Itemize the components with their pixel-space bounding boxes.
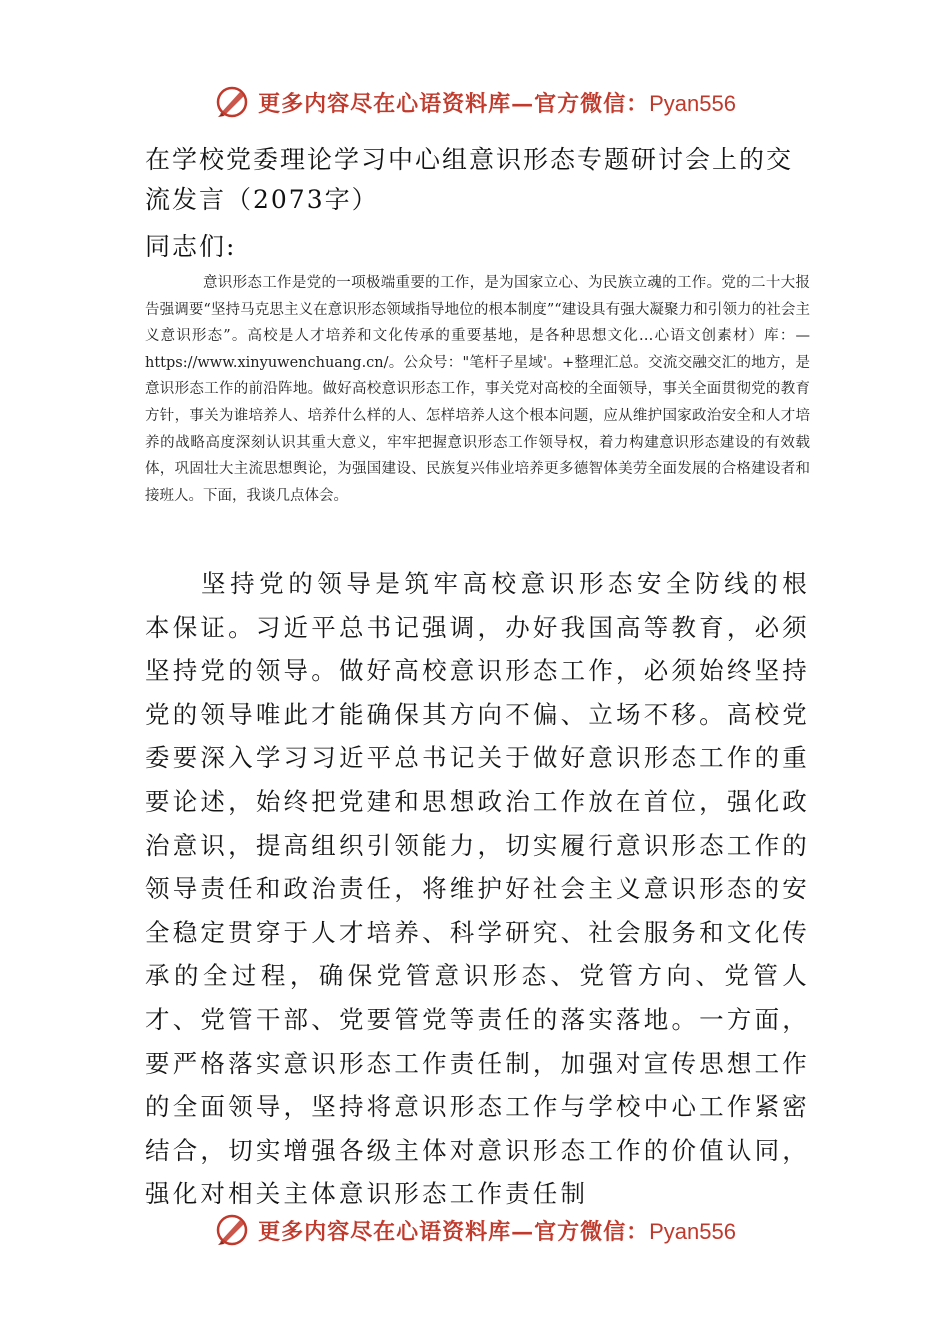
pen-logo-icon [214, 1212, 250, 1248]
document-title: 在学校党委理论学习中心组意识形态专题研讨会上的交流发言（2073字） [145, 145, 794, 214]
footer-watermark [0, 1210, 950, 1250]
header-watermark [0, 82, 950, 122]
salutation: 同志们: [145, 232, 237, 261]
pen-logo-icon [214, 84, 250, 120]
intro-paragraph: 意识形态工作是党的一项极端重要的工作，是为国家立心、为民族立魂的工作。党的二十大报告强调要“坚持马克思主义在意识形态领域指导地位的根本制度”“建设具有强大凝聚力和引领力的社会主义意识形态”。高校是人才培养和文化传承的重要基地，是各种思想文化…心语文创素材）库：—https://www.xinyuwenchuang.cn/。公众号："笔杆子星域'。+整理汇总。交流交融交汇的地方，是意识形态工作的前沿阵地。做好高校意识形态工作，事关党对高校的全面领导，事关全面贯彻党的教育方针，事关为谁培养人、培养什么样的人、怎样培养人这个根本问题，应从维护国家政治安全和人才培养的战略高度深刻认识其重大意义，牢牢把握意识形态工作领导权，着力构建意识形态建设的有效载体，巩固壮大主流思想舆论，为强国建设、民族复兴伟业培养更多德智体美劳全面发展的合格建设者和接班人。下面，我谈几点体会。 [145, 275, 810, 504]
watermark-text: 更多内容尽在心语资料库—官方微信：Pyan556 [258, 1218, 736, 1245]
watermark-text: 更多内容尽在心语资料库—官方微信：Pyan556 [258, 90, 736, 117]
main-paragraph: 坚持党的领导是筑牢高校意识形态安全防线的根本保证。习近平总书记强调，办好我国高等教育，必须坚持党的领导。做好高校意识形态工作，必须始终坚持党的领导唯此才能确保其方向不偏、立场不移。高校党委要深入学习习近平总书记关于做好意识形态工作的重要论述，始终把党建和思想政治工作放在首位，强化政治意识，提高组织引领能力，切实履行意识形态工作的领导责任和政治责任，将维护好社会主义意识形态的安全稳定贯穿于人才培养、科学研究、社会服务和文化传承的全过程，确保党管意识形态、党管方向、党管人才、党管干部、党要管党等责任的落实落地。一方面，要严格落实意识形态工作责任制，加强对宣传思想工作的全面领导，坚持将意识形态工作与学校中心工作紧密结合，切实增强各级主体对意识形态工作的价值认同，强化对相关主体意识形态工作责任制 [145, 569, 810, 1209]
